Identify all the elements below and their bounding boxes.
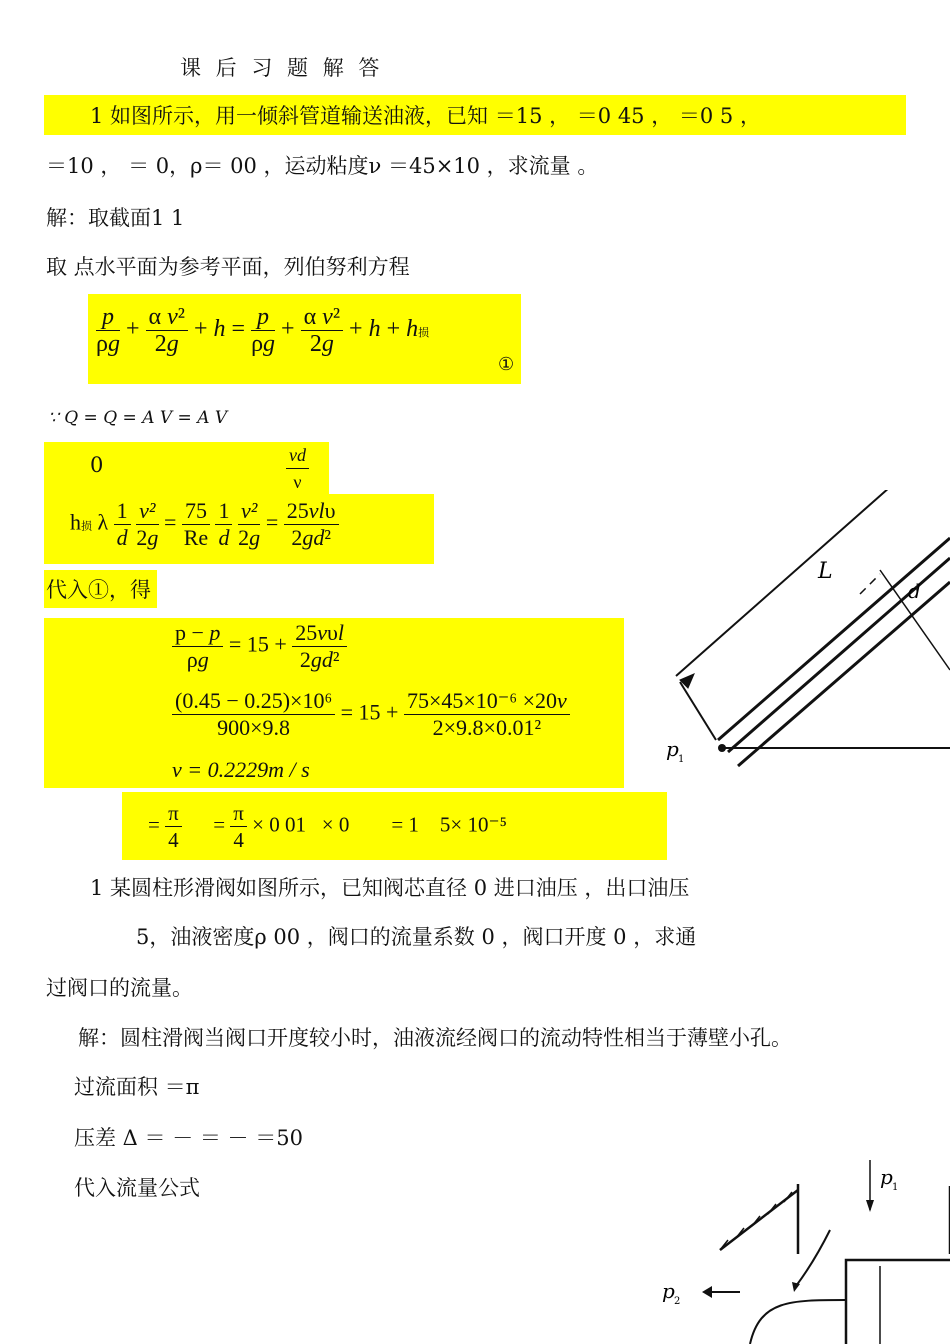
- result-equation-2: $\frac{\text{(0.45 − 0.25)×10⁶}}{900\times 9.8}$ = 15 + $\frac{\text{75×45×10⁻⁶ ×20v}}{\text{2×9.8×0.01²}}$: [172, 688, 570, 741]
- fig1-label-p1: p: [666, 737, 679, 761]
- flow-formula-text: 代入流量公式: [74, 1176, 200, 1200]
- pressure-diff-text: 压差 Δ ＝ － ＝ － ＝50: [74, 1126, 303, 1150]
- bernoulli-equation: $\frac{p}{\rho g}$ + $\frac{\text{α v²}}{2g}$ + h = $\frac{p}{\rho g}$ + $\frac{\text{α v²}}{2g}$ + h + h损: [96, 304, 430, 357]
- substitute-text: 代入①，得: [46, 578, 151, 602]
- reference-plane-text: 取 点水平面为参考平面，列伯努利方程: [46, 255, 410, 279]
- spool-valve-figure: [650, 1150, 950, 1344]
- fig1-label-d: d: [908, 579, 921, 603]
- problem1-line2: ＝10 ， ＝ 0，ρ＝ 00 ，运动粘度ν ＝45×10 ，求流量 。: [46, 154, 599, 178]
- result-equation-1: $\frac{p - p}{\rho g}$ = 15 + $\frac{\text{25vυl}}{\text{2gd²}}$: [172, 620, 347, 673]
- zero-value: 0: [90, 453, 104, 477]
- circle-mark: ①: [498, 354, 515, 375]
- fig2-label-p1: p: [880, 1165, 893, 1189]
- problem1-line1: 1 如图所示，用一倾斜管道输送油液，已知 ＝15 ， ＝0 45 ， ＝0 5 ，: [90, 104, 761, 128]
- inclined-pipe-figure: [650, 490, 950, 790]
- page-title: 课 后 习 题 解 答: [180, 56, 384, 80]
- svg-text:1: 1: [678, 754, 685, 765]
- problem2-line2: 5，油液密度ρ 00 ，阀口的流量系数 0 ，阀口开度 0 ，求通: [136, 925, 697, 949]
- continuity-equation: ∵ Q = Q = A V = A V: [48, 408, 228, 428]
- velocity-result: v = 0.2229m / s: [172, 757, 310, 782]
- fig2-label-p2: p: [662, 1279, 675, 1303]
- reynolds-fraction: $\frac{vd}{\nu}$: [286, 442, 309, 495]
- head-loss-equation: h损 λ $\frac{1}{d}$ $\frac{\text{v²}}{2g}$ = $\frac{75}{Re}$ $\frac{1}{d}$ $\frac{\text{v²}}{2g}$ = $\frac{\text{25vlυ}}{\text{2gd²}}$: [70, 498, 339, 551]
- flow-area-text: 过流面积 ＝π: [74, 1075, 200, 1099]
- fig1-label-L: L: [818, 559, 833, 584]
- svg-text:2: 2: [674, 1296, 681, 1307]
- solution1-heading: 解：取截面1 1: [46, 206, 185, 230]
- svg-text:1: 1: [892, 1182, 899, 1193]
- flow-equation: = $\frac{\pi}{4}$ = $\frac{\pi}{4}$ × 0 01 × 0 = 1 5× 10⁻⁵: [148, 801, 507, 852]
- problem2-line3: 过阀口的流量。: [46, 976, 193, 1000]
- problem2-line1: 1 某圆柱形滑阀如图所示，已知阀芯直径 0 进口油压 ，出口油压: [90, 876, 690, 900]
- solution2-text: 解：圆柱滑阀当阀口开度较小时，油液流经阀口的流动特性相当于薄壁小孔。: [78, 1026, 792, 1050]
